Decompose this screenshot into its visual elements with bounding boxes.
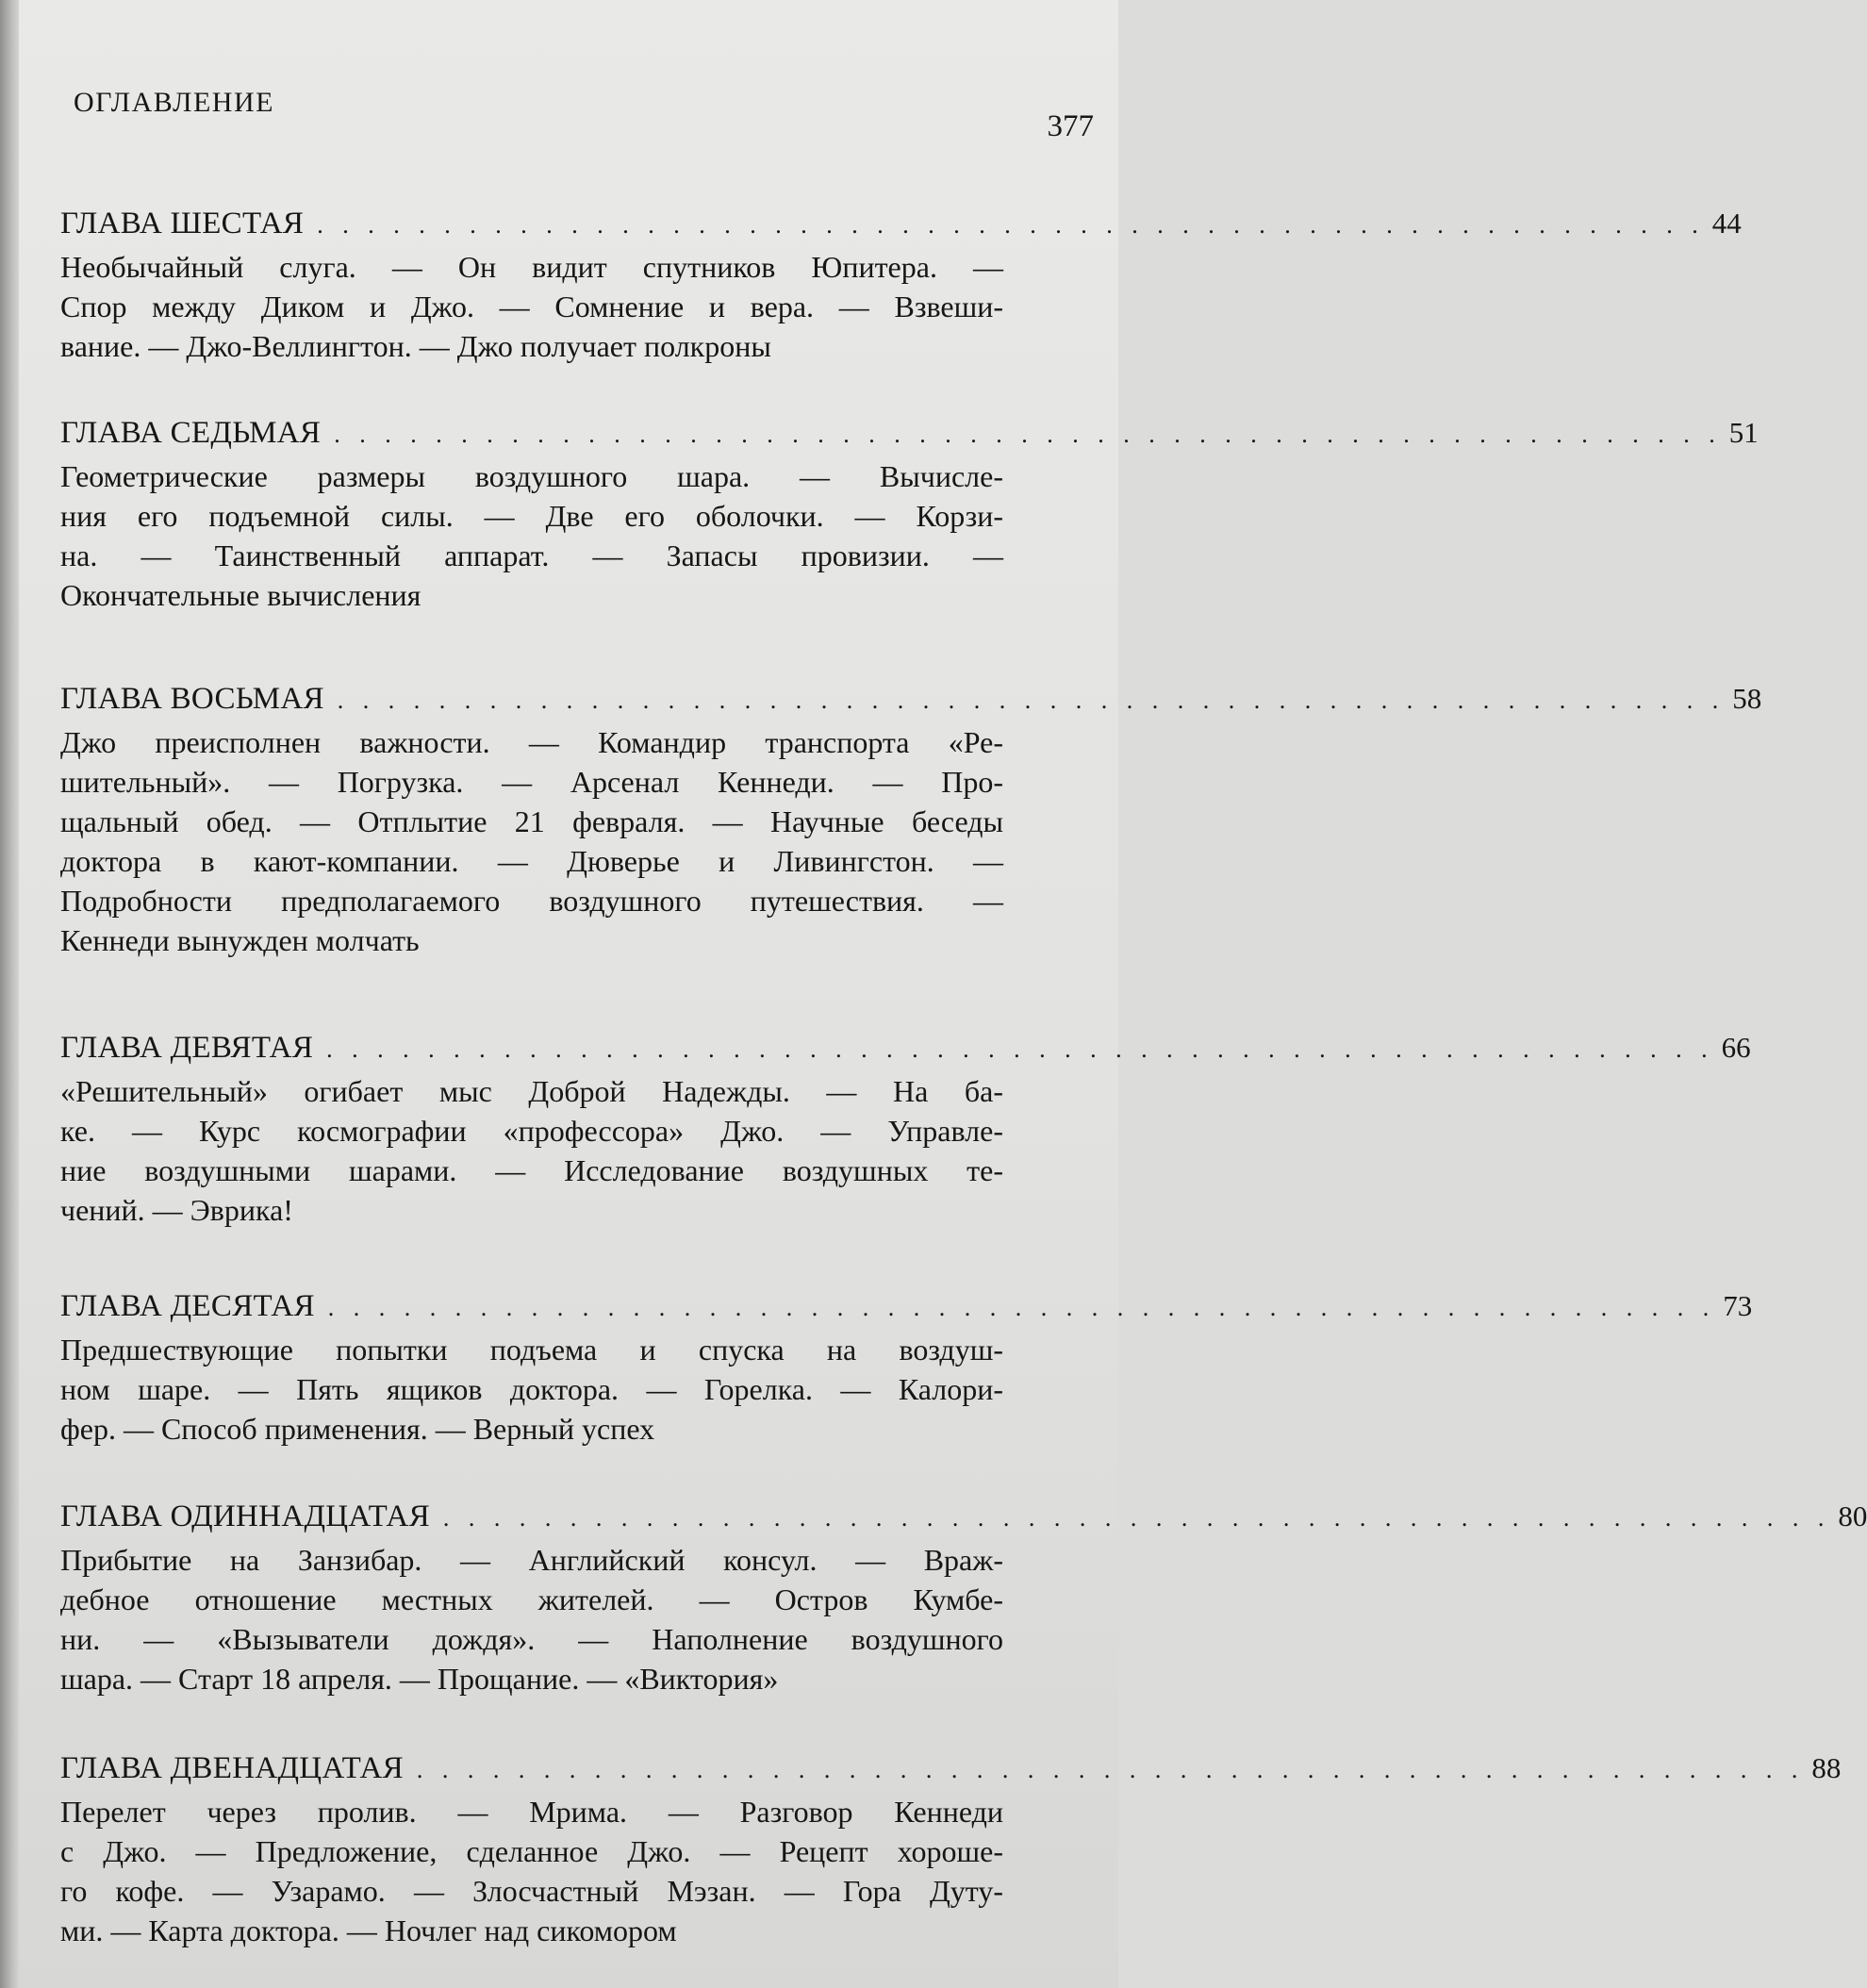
- leader-dots: . . . . . . . . . . . . . . . . . . . . . . . . . . . . . . . . . . . . . . . . . . . . . . . . . . . . . . .: [317, 211, 1705, 239]
- chapter-page: 66: [1721, 1031, 1751, 1064]
- chapter-title: ГЛАВА ДВЕНАДЦАТАЯ: [60, 1751, 404, 1785]
- summary-line: чений. — Эврика!: [60, 1193, 293, 1227]
- chapter-entry-7: [60, 411, 1759, 615]
- chapter-title: ГЛАВА ВОСЬМАЯ: [60, 682, 324, 716]
- chapter-page: 80: [1838, 1499, 1867, 1532]
- summary-line: фер. — Способ применения. — Верный успех: [60, 1412, 655, 1446]
- summary-line: Предшествующие попытки подъема и спуска на воздуш-: [60, 1333, 1003, 1367]
- summary-line: ми. — Карта доктора. — Ночлег над сикомором: [60, 1913, 677, 1947]
- book-binding-shadow: [0, 0, 19, 1988]
- summary-line: Спор между Диком и Джо. — Сомнение и вера. — Взвеши-: [60, 290, 1003, 323]
- summary-line: доктора в кают-компании. — Дюверье и Ливингстон. —: [60, 844, 1003, 878]
- summary-line: Геометрические размеры воздушного шара. — Вычисле-: [60, 459, 1003, 493]
- chapter-heading: [60, 1026, 1751, 1069]
- chapter-heading: [60, 411, 1759, 455]
- chapter-title: ГЛАВА СЕДЬМАЯ: [60, 416, 322, 450]
- chapter-title: ГЛАВА ДЕВЯТАЯ: [60, 1031, 314, 1065]
- chapter-summary: [60, 456, 1098, 615]
- chapter-entry-8: [60, 677, 1762, 960]
- leader-dots: . . . . . . . . . . . . . . . . . . . . . . . . . . . . . . . . . . . . . . . . . . . . . . . . . . . . . . .: [337, 687, 1726, 714]
- summary-line: Необычайный слуга. — Он видит спутников Юпитера. —: [60, 250, 1003, 284]
- leader-dots: . . . . . . . . . . . . . . . . . . . . . . . . . . . . . . . . . . . . . . . . . . . . . . . . . . . . . . .: [416, 1756, 1805, 1783]
- chapter-summary: [60, 722, 1098, 960]
- chapter-title: ГЛАВА ДЕСЯТАЯ: [60, 1289, 315, 1323]
- chapter-heading: [60, 1495, 1867, 1538]
- chapter-entry-10: [60, 1284, 1753, 1449]
- chapter-title: ГЛАВА ШЕСТАЯ: [60, 207, 305, 240]
- chapter-entry-9: [60, 1026, 1751, 1230]
- summary-line: ном шаре. — Пять ящиков доктора. — Горелка. — Калори-: [60, 1372, 1003, 1406]
- summary-line: Подробности предполагаемого воздушного путешествия. —: [60, 884, 1003, 918]
- chapter-heading: [60, 1747, 1842, 1790]
- summary-line: го кофе. — Узарамо. — Злосчастный Мэзан. — Гора Дуту-: [60, 1874, 1003, 1908]
- chapter-summary: [60, 1071, 1098, 1230]
- summary-line: ни. — «Вызыватели дождя». — Наполнение воздушного: [60, 1622, 1003, 1656]
- summary-line: щальный обед. — Отплытие 21 февраля. — Научные беседы: [60, 804, 1003, 838]
- leader-dots: . . . . . . . . . . . . . . . . . . . . . . . . . . . . . . . . . . . . . . . . . . . . . . . . . . . . . . .: [326, 1035, 1714, 1063]
- chapter-entry-12: [60, 1747, 1842, 1950]
- leader-dots: . . . . . . . . . . . . . . . . . . . . . . . . . . . . . . . . . . . . . . . . . . . . . . . . . . . . . . .: [442, 1504, 1831, 1532]
- chapter-page: 51: [1728, 416, 1759, 449]
- summary-line: ние воздушными шарами. — Исследование воздушных те-: [60, 1153, 1003, 1187]
- summary-line: ке. — Курс космографии «профессора» Джо. — Управле-: [60, 1114, 1003, 1148]
- chapter-heading: [60, 677, 1762, 721]
- summary-line: Кеннеди вынужден молчать: [60, 923, 420, 957]
- summary-line: шительный». — Погрузка. — Арсенал Кеннеди. — Про-: [60, 765, 1003, 799]
- chapter-title: ГЛАВА ОДИННАДЦАТАЯ: [60, 1499, 430, 1533]
- chapter-entry-11: [60, 1495, 1867, 1698]
- leader-dots: . . . . . . . . . . . . . . . . . . . . . . . . . . . . . . . . . . . . . . . . . . . . . . . . . . . . . . .: [334, 421, 1722, 448]
- chapter-summary: [60, 1330, 1098, 1449]
- leader-dots: . . . . . . . . . . . . . . . . . . . . . . . . . . . . . . . . . . . . . . . . . . . . . . . . . . . . . . .: [327, 1294, 1716, 1321]
- chapter-summary: [60, 1792, 1098, 1950]
- summary-line: с Джо. — Предложение, сделанное Джо. — Рецепт хороше-: [60, 1834, 1003, 1868]
- book-page: [19, 0, 1867, 1988]
- summary-line: ния его подъемной силы. — Две его оболочки. — Корзи-: [60, 499, 1003, 533]
- chapter-summary: [60, 247, 1098, 366]
- chapter-page: 88: [1811, 1751, 1842, 1784]
- summary-line: шара. — Старт 18 апреля. — Прощание. — «Виктория»: [60, 1662, 779, 1696]
- table-of-contents: [19, 0, 1867, 1988]
- chapter-summary: [60, 1540, 1098, 1698]
- summary-line: Джо преисполнен важности. — Командир транспорта «Ре-: [60, 725, 1003, 759]
- summary-line: на. — Таинственный аппарат. — Запасы провизии. —: [60, 538, 1003, 572]
- chapter-heading: [60, 1284, 1753, 1328]
- chapter-page: 73: [1723, 1289, 1753, 1322]
- summary-line: Окончательные вычисления: [60, 578, 421, 612]
- chapter-heading: [60, 202, 1742, 245]
- summary-line: Перелет через пролив. — Мрима. — Разговор Кеннеди: [60, 1795, 1003, 1829]
- summary-line: вание. — Джо-Веллингтон. — Джо получает полкроны: [60, 329, 771, 363]
- summary-line: дебное отношение местных жителей. — Остров Кумбе-: [60, 1582, 1003, 1616]
- chapter-page: 58: [1732, 682, 1762, 715]
- chapter-entry-6: [60, 202, 1742, 366]
- summary-line: Прибытие на Занзибар. — Английский консул. — Враж-: [60, 1543, 1003, 1577]
- page-number: 377: [1047, 109, 1094, 143]
- running-head: ОГЛАВЛЕНИЕ: [74, 87, 274, 118]
- chapter-page: 44: [1711, 207, 1742, 240]
- summary-line: «Решительный» огибает мыс Доброй Надежды. — На ба-: [60, 1074, 1003, 1108]
